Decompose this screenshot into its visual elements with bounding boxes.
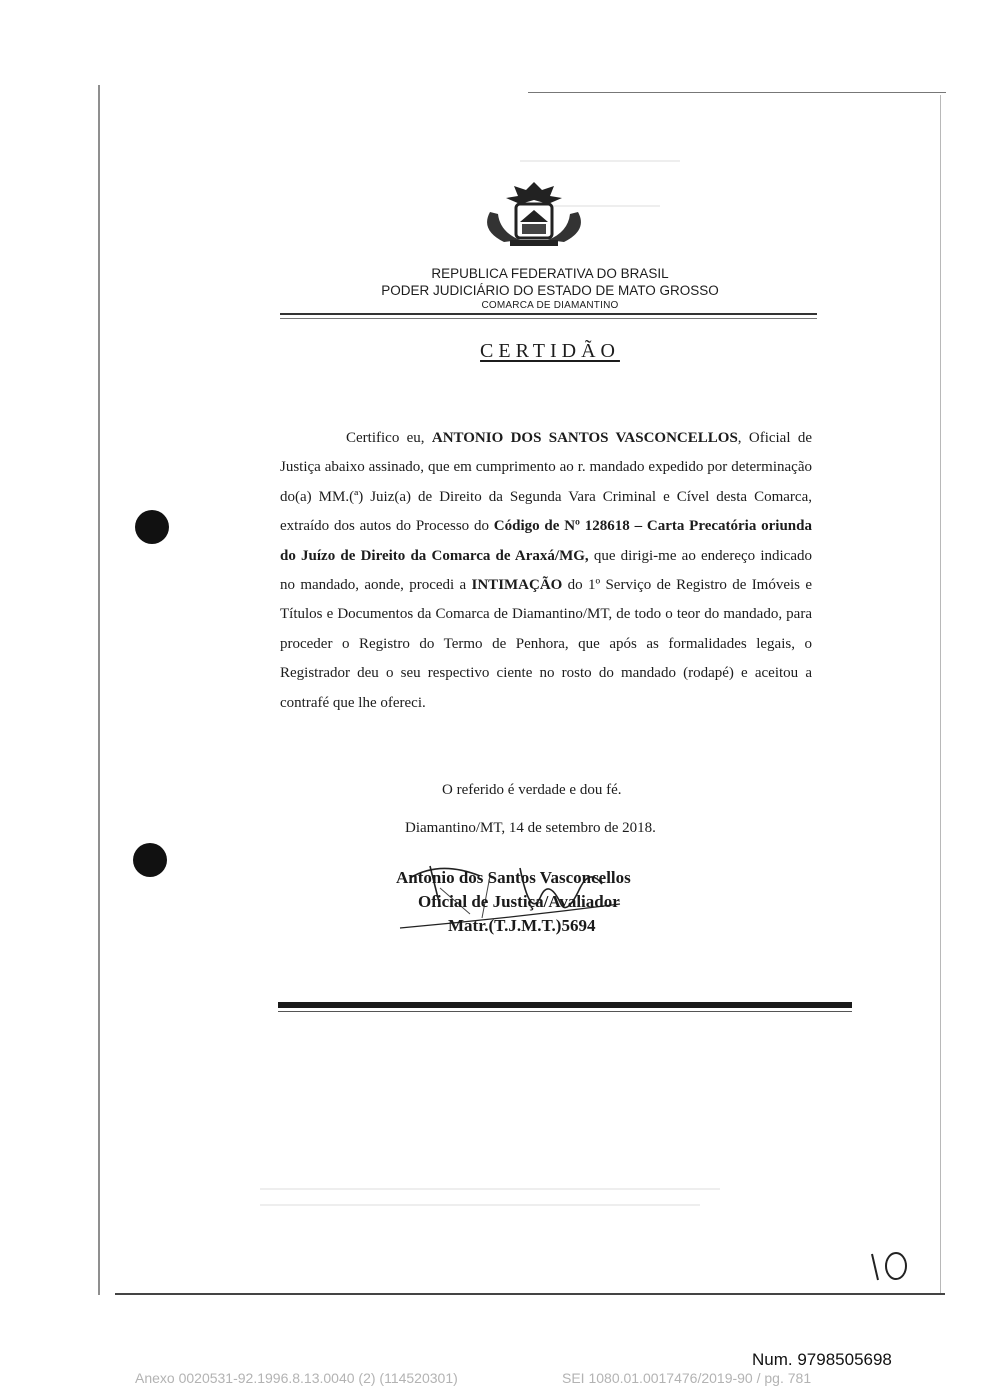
header-republic: REPUBLICA FEDERATIVA DO BRASIL	[431, 266, 669, 281]
intimacao-bold: INTIMAÇÃO	[471, 577, 563, 594]
body-text: que dirigi-me ao endereço indicado no mandado, aonde, procedi a	[280, 547, 812, 594]
coat-of-arms-emblem	[470, 178, 598, 250]
document-number: Num. 9798505698	[752, 1350, 892, 1369]
header-divider	[280, 313, 817, 315]
bleed-through-mark	[520, 160, 680, 162]
footer-sei-reference: SEI 1080.01.0017476/2019-90 / pg. 781	[562, 1370, 812, 1386]
handwritten-page-number	[866, 1246, 916, 1286]
body-text: , Oficial de Justiça abaixo assinado, que em cumprimento ao r. mandado expedido por determinação do(a) MM.(ª) Juiz(a) de Direito da Segunda Vara Criminal e Cível desta Comarca, extraído dos autos do Processo do	[280, 430, 812, 535]
closing-divider	[278, 1002, 852, 1008]
punch-hole	[133, 843, 167, 877]
signatory-registration: Matr.(T.J.M.T.)5694	[448, 916, 596, 935]
place-and-date: Diamantino/MT, 14 de setembro de 2018.	[405, 820, 656, 836]
punch-hole	[135, 510, 169, 544]
bleed-through-mark	[260, 1188, 720, 1190]
body-text: do 1º Serviço de Registro de Imóveis e Títulos e Documentos da Comarca de Diamantino/MT, de todo o teor do mandado, para proceder o Registro do Termo de Penhora, que após as formalidades legais, o Registrador deu o seu respectivo ciente no rosto do mandado (rodapé) e aceitou a contrafé que lhe ofereci.	[280, 577, 812, 711]
scan-frame-right-edge	[940, 95, 941, 1295]
closing-divider-thin	[278, 1011, 852, 1012]
signatory-name: Antonio dos Santos Vasconcellos	[396, 868, 631, 887]
scan-frame-top-edge	[528, 92, 946, 93]
bleed-through-mark	[260, 1204, 700, 1206]
body-text: Certifico eu,	[346, 430, 432, 446]
header-comarca: COMARCA DE DIAMANTINO	[481, 300, 619, 311]
handwritten-page-text: 10	[866, 1246, 867, 1247]
header-divider-thin	[280, 318, 817, 319]
signatory-role: Oficial de Justiça/Avaliador	[418, 892, 620, 911]
document-title: CERTIDÃO	[480, 340, 620, 362]
closing-statement: O referido é verdade e dou fé.	[442, 782, 622, 798]
scan-frame-bottom-edge	[115, 1293, 945, 1295]
footer-annex-reference: Anexo 0020531-92.1996.8.13.0040 (2) (114520301)	[135, 1370, 458, 1386]
header-judiciary: PODER JUDICIÁRIO DO ESTADO DE MATO GROSSO	[381, 283, 719, 298]
certificate-paragraph	[280, 424, 812, 718]
certificate-body	[280, 424, 812, 718]
officer-name-bold: ANTONIO DOS SANTOS VASCONCELLOS	[431, 430, 738, 446]
scan-frame-left-edge	[98, 85, 100, 1295]
process-code-bold: Código de Nº 128618 – Carta Precatória oriunda do Juízo de Direito da Comarca de Araxá/MG,	[280, 518, 812, 564]
